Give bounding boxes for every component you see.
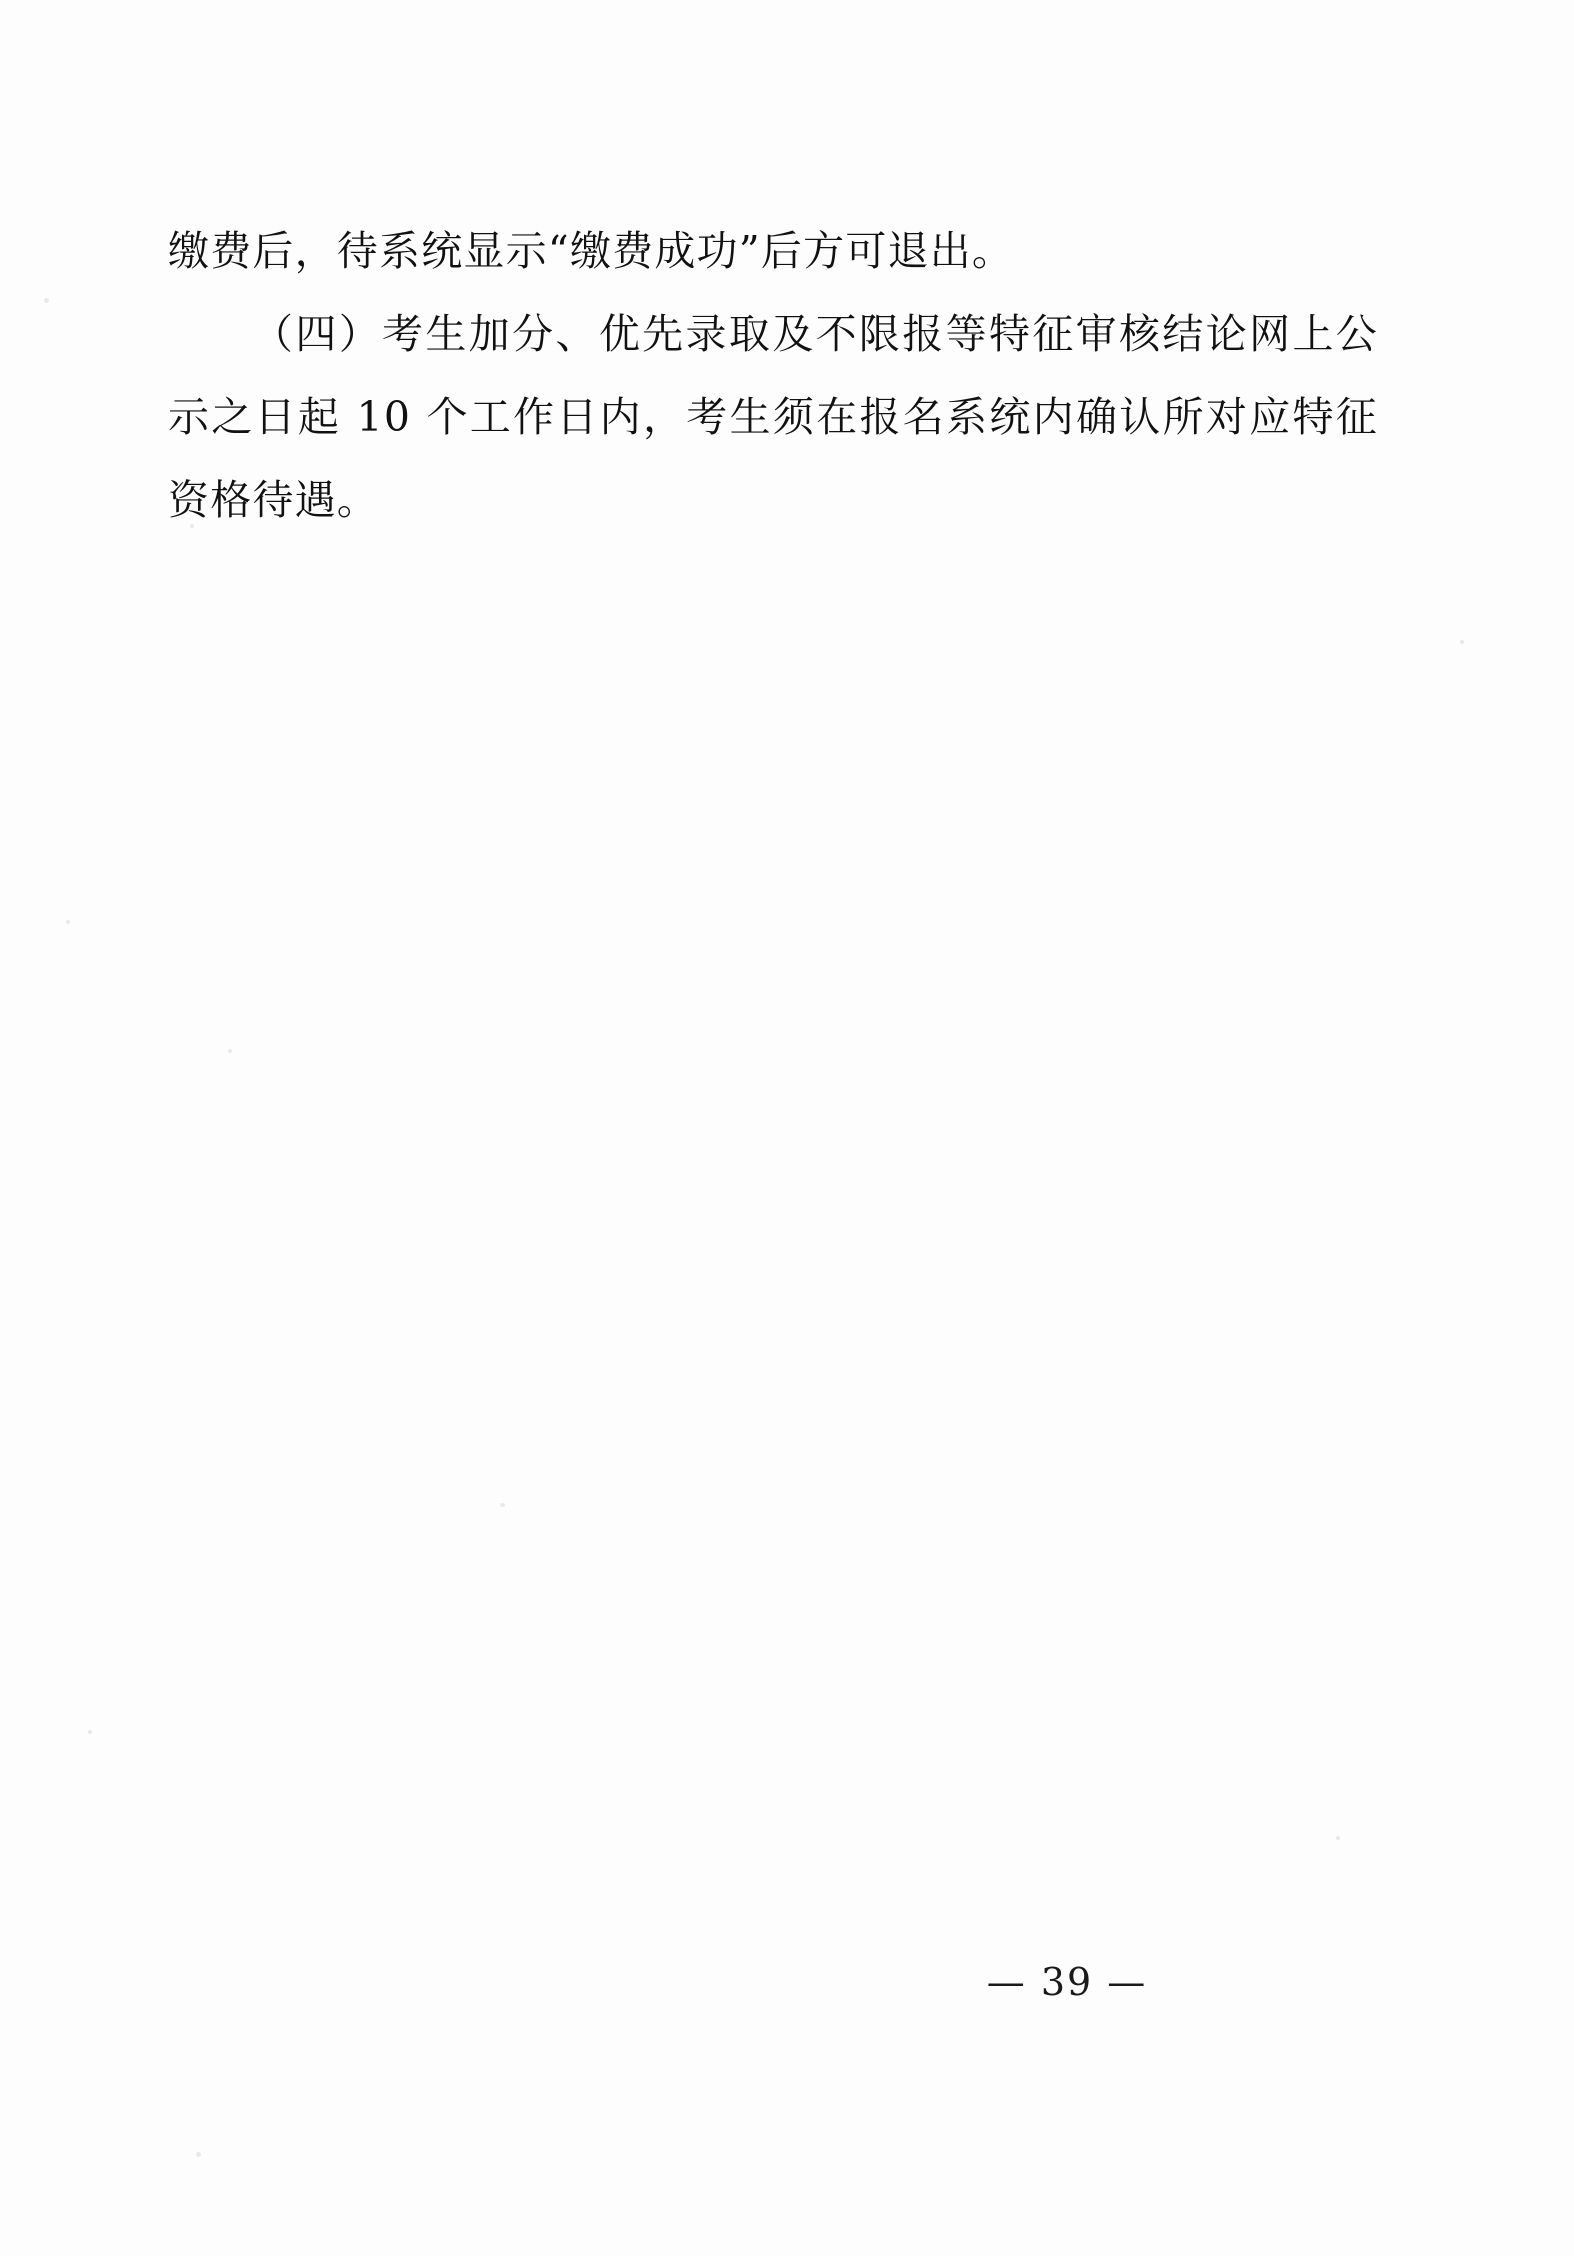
paragraph-continued: 缴费后，待系统显示“缴费成功”后方可退出。 bbox=[168, 227, 1015, 275]
page-number: — 39 — bbox=[986, 1960, 1148, 2004]
scan-speckle bbox=[228, 1049, 232, 1053]
scan-speckle bbox=[44, 298, 49, 303]
scan-speckle bbox=[1336, 1836, 1340, 1840]
scan-speckle bbox=[1460, 640, 1464, 644]
document-body bbox=[168, 210, 1378, 542]
paragraph-item-four: （四）考生加分、优先录取及不限报等特征审核结论网上公示之日起 10 个工作日内，考生须在报名系统内确认所对应特征资格待遇。 bbox=[168, 310, 1378, 524]
scan-speckle bbox=[196, 2152, 201, 2157]
scan-speckle bbox=[66, 920, 70, 924]
scan-speckle bbox=[88, 1730, 92, 1734]
page-footer bbox=[0, 1960, 1574, 2004]
scan-speckle bbox=[500, 1503, 505, 1507]
